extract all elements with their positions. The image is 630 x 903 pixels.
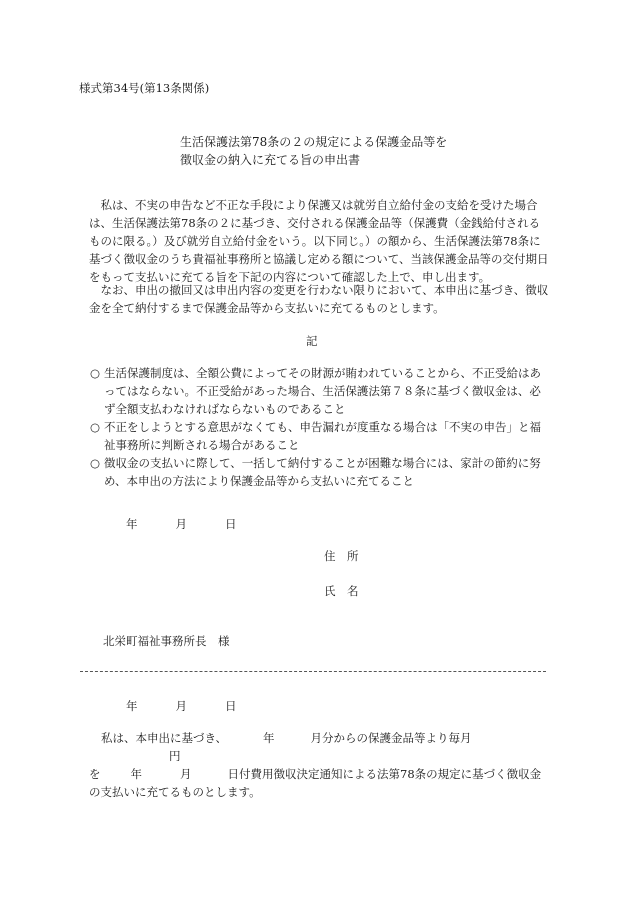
year-label: 年 xyxy=(126,517,138,531)
list-item: ○ 徴収金の支払いに際して、一括して納付することが困難な場合には、家計の節約に努め、本申出の方法により保護金品等から支払いに充てること xyxy=(90,456,541,488)
circle-bullet-icon: ○ xyxy=(90,456,101,470)
confirmation-list xyxy=(90,364,552,490)
circle-bullet-icon: ○ xyxy=(90,366,101,380)
document-title-line-1: 生活保護法第78条の２の規定による保護金品等を xyxy=(180,135,448,149)
day-label: 日 xyxy=(225,699,237,713)
withdrawal-paragraph: なお、申出の撤回又は申出内容の変更を行わない限りにおいて、本申出に基づき、徴収金を全て納付するまで保護金品等から支払いに充てるものとします。 xyxy=(89,283,549,315)
payment-statement[interactable]: 私は、本申出に基づき、 年 月分からの保護金品等より毎月円 を 年 月 日付費用徴収決定通知による法第78条の規定に基づく徴収金 の支払いに充てるものとします。 xyxy=(89,731,542,799)
declaration-paragraph: 私は、不実の申告など不正な手段により保護又は就労自立給付金の支給を受けた場合は、生活保護法第78条の２に基づき、交付される保護金品等（保護費（金銭給付されるものに限る。）及び就労自立給付金をいう。以下同じ。）の額から、生活保護法第78条に基づく徴収金のうち貴福祉事務所と協議し定める額について、当該保護金品等の交付期日をもって支払いに充てる旨を下記の内容について確認した上で、申し出ます。 xyxy=(89,198,549,284)
section-divider xyxy=(80,671,546,672)
application-date[interactable] xyxy=(126,516,237,532)
list-item: ○ 不正をしようとする意思がなくても、申告漏れが度重なる場合は「不実の申告」と福祉事務所に判断される場合があること xyxy=(90,420,541,452)
name-field-label[interactable]: 氏 名 xyxy=(324,584,359,598)
circle-bullet-icon: ○ xyxy=(90,420,101,434)
ki-heading: 記 xyxy=(306,334,318,348)
document-title-line-2: 徴収金の納入に充てる旨の申出書 xyxy=(180,153,361,167)
address-field-label[interactable]: 住 所 xyxy=(324,549,359,563)
form-number: 様式第34号(第13条関係) xyxy=(79,81,210,95)
list-item: ○ 生活保護制度は、全額公費によってその財源が賄われていることから、不正受給はあってはならない。不正受給があった場合、生活保護法第７８条に基づく徴収金は、必ず全額支払わなければならないものであること xyxy=(90,366,541,416)
office-date[interactable] xyxy=(126,698,237,714)
month-label: 月 xyxy=(175,699,187,713)
day-label: 日 xyxy=(225,517,237,531)
month-label: 月 xyxy=(175,517,187,531)
year-label: 年 xyxy=(126,699,138,713)
addressee: 北栄町福祉事務所長 様 xyxy=(103,634,230,648)
